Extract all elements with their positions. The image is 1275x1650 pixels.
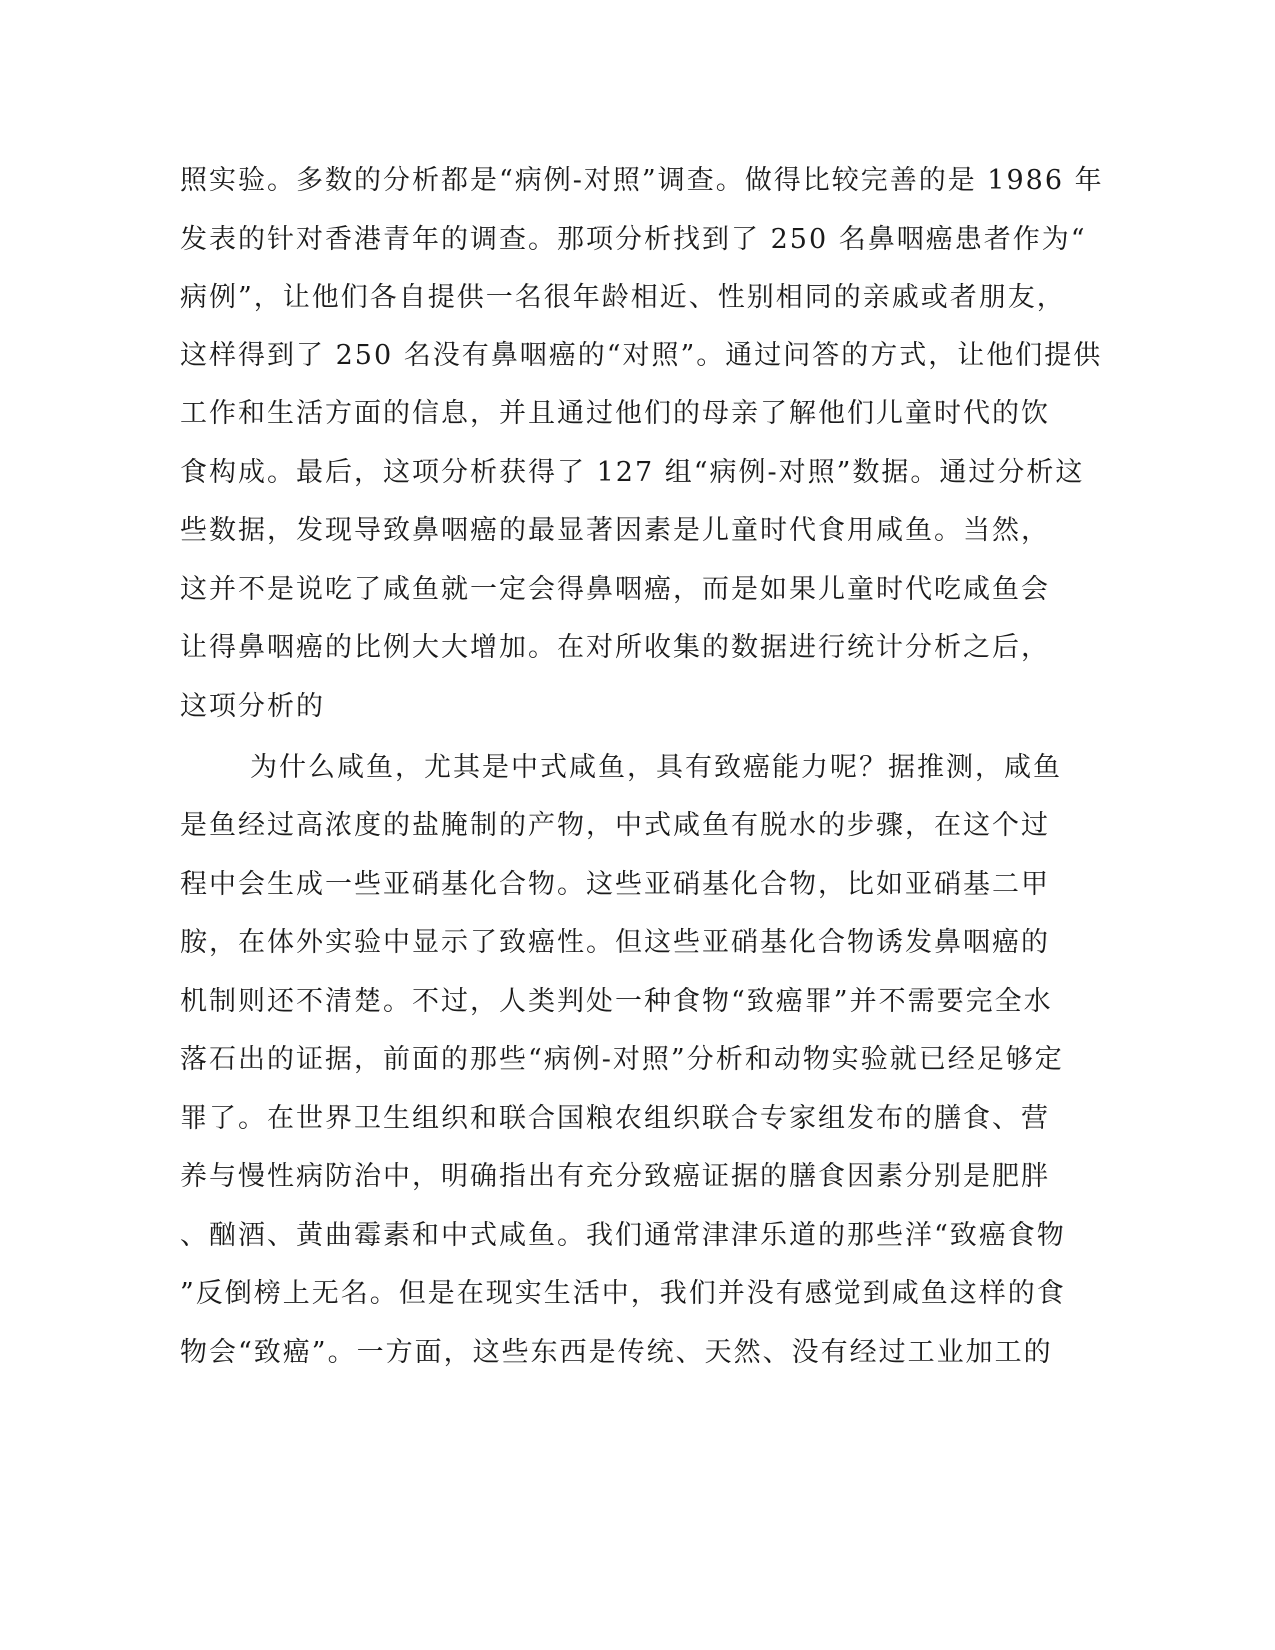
text-line: 、酗酒、黄曲霉素和中式咸鱼。我们通常津津乐道的那些洋“致癌食物 [180, 1220, 1066, 1251]
text-line: 工作和生活方面的信息，并且通过他们的母亲了解他们儿童时代的饮 [180, 398, 1050, 429]
paragraph-first-line: 为什么咸鱼，尤其是中式咸鱼，具有致癌能力呢？据推测，咸鱼 [250, 752, 1062, 783]
text-line: 程中会生成一些亚硝基化合物。这些亚硝基化合物，比如亚硝基二甲 [180, 869, 1050, 900]
text-line: 病例”，让他们各自提供一名很年龄相近、性别相同的亲戚或者朋友， [180, 282, 1066, 313]
text-line: 这样得到了 250 名没有鼻咽癌的“对照”。通过问答的方式，让他们提供 [180, 340, 1103, 371]
text-line: 些数据，发现导致鼻咽癌的最显著因素是儿童时代食用咸鱼。当然， [180, 515, 1050, 546]
text-line: 养与慢性病防治中，明确指出有充分致癌证据的膳食因素分别是肥胖 [180, 1161, 1050, 1192]
text-line: 这并不是说吃了咸鱼就一定会得鼻咽癌，而是如果儿童时代吃咸鱼会 [180, 574, 1050, 605]
text-line: 物会“致癌”。一方面，这些东西是传统、天然、没有经过工业加工的 [180, 1337, 1053, 1368]
text-line: 是鱼经过高浓度的盐腌制的产物，中式咸鱼有脱水的步骤，在这个过 [180, 810, 1050, 841]
text-line: 发表的针对香港青年的调查。那项分析找到了 250 名鼻咽癌患者作为“ [180, 224, 1087, 255]
text-line: 落石出的证据，前面的那些“病例-对照”分析和动物实验就已经足够定 [180, 1044, 1064, 1075]
text-line: 食构成。最后，这项分析获得了 127 组“病例-对照”数据。通过分析这 [180, 457, 1085, 488]
text-line: ”反倒榜上无名。但是在现实生活中，我们并没有感觉到咸鱼这样的食 [180, 1278, 1066, 1309]
text-line: 照实验。多数的分析都是“病例-对照”调查。做得比较完善的是 1986 年 [180, 165, 1104, 196]
text-line: 让得鼻咽癌的比例大大增加。在对所收集的数据进行统计分析之后， [180, 632, 1050, 663]
text-line: 胺，在体外实验中显示了致癌性。但这些亚硝基化合物诱发鼻咽癌的 [180, 927, 1050, 958]
text-line: 罪了。在世界卫生组织和联合国粮农组织联合专家组发布的膳食、营 [180, 1103, 1050, 1134]
text-line: 机制则还不清楚。不过，人类判处一种食物“致癌罪”并不需要完全水 [180, 986, 1053, 1017]
text-line: 这项分析的 [180, 691, 325, 722]
